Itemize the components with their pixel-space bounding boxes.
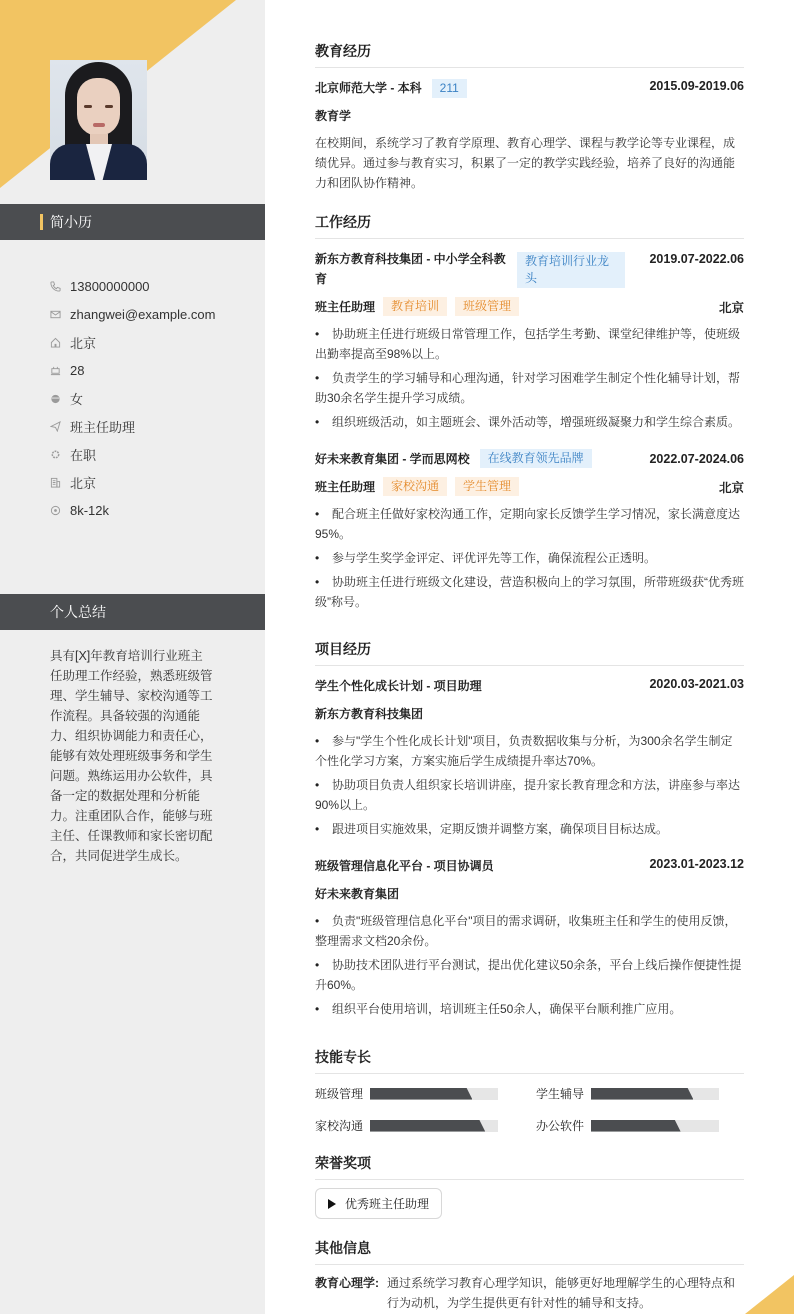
summary-heading — [0, 594, 265, 630]
project-item-header — [315, 857, 744, 874]
project-date: 2020.03-2021.03 — [649, 677, 744, 691]
school-name: 北京师范大学 - 本科 — [315, 81, 422, 95]
other-info-item — [315, 1273, 744, 1313]
other-info-key: 教育心理学: — [315, 1276, 379, 1290]
project-bullets — [315, 731, 744, 843]
project-name: 班级管理信息化平台 - 项目协调员 — [315, 859, 494, 873]
bullet-item: • 协助技术团队进行平台测试，提出优化建议50余条，平台上线后操作便捷性提升60%。 — [315, 955, 744, 995]
name-text: 简小历 — [50, 214, 92, 230]
home-icon — [50, 337, 70, 348]
contact-gender — [50, 384, 260, 412]
skill-item — [536, 1085, 719, 1102]
skill-item — [315, 1117, 498, 1134]
mail-icon — [50, 309, 70, 320]
skill-name: 家校沟通 — [315, 1119, 364, 1133]
role-title: 班主任助理 — [315, 480, 376, 494]
award-item — [315, 1188, 442, 1219]
phone-icon — [50, 281, 70, 292]
bullet-item: • 组织班级活动，如主题班会、课外活动等，增强班级凝聚力和学生综合素质。 — [315, 412, 744, 432]
role-tag: 家校沟通 — [383, 477, 447, 496]
company-name: 好未来教育集团 - 学而思网校 — [315, 452, 470, 466]
section-title-work: 工作经历 — [315, 212, 744, 239]
project-bullets — [315, 911, 744, 1023]
contact-age — [50, 356, 260, 384]
education-description: 在校期间，系统学习了教育学原理、教育心理学、课程与教学论等专业课程，成绩优异。通过参与教育实习，积累了一定的教学实践经验，培养了良好的沟通能力和团队协作精神。 — [315, 136, 736, 190]
bullet-item: • 协助班主任进行班级文化建设，营造积极向上的学习氛围，所带班级获“优秀班级”称号。 — [315, 572, 744, 612]
company-tag: 在线教育领先品牌 — [480, 449, 592, 468]
name-heading — [0, 204, 265, 240]
summary-text: 具有[X]年教育培训行业班主任助理工作经验，熟悉班级管理、学生辅导、家校沟通等工作流程。具备较强的沟通能力、组织协调能力和责任心，能够有效处理班级事务和学生问题。熟练运用办公软件，具备一定的数据处理和分析能力。注重团队合作，能够与班主任、任课教师和家长密切配合，共同促进学生成长。 — [50, 649, 213, 863]
project-org: 新东方教育科技集团 — [315, 707, 424, 721]
skill-name: 班级管理 — [315, 1087, 364, 1101]
bullet-item: • 参与"学生个性化成长计划"项目，负责数据收集与分析，为300余名学生制定个性化学习方案，方案实施后学生成绩提升率达70%。 — [315, 731, 744, 771]
skill-bar — [591, 1120, 719, 1132]
skill-bar-fill — [370, 1088, 472, 1100]
sidebar — [0, 0, 265, 1314]
contact-status — [50, 440, 260, 468]
skill-bar-fill — [591, 1088, 693, 1100]
bullet-item: • 负责"班级管理信息化平台"项目的需求调研，收集班主任和学生的使用反馈，整理需求文档20余份。 — [315, 911, 744, 951]
work-date: 2022.07-2024.06 — [649, 451, 744, 466]
skill-bar-fill — [370, 1120, 485, 1132]
role-title: 班主任助理 — [315, 300, 376, 314]
contact-city — [50, 468, 260, 496]
age-icon — [50, 365, 70, 376]
skill-name: 办公软件 — [536, 1119, 585, 1133]
work-item-header — [315, 249, 744, 289]
bullet-item: • 配合班主任做好家校沟通工作，定期向家长反馈学生学习情况，家长满意度达95%。 — [315, 504, 744, 544]
bullet-item: • 跟进项目实施效果，定期反馈并调整方案，确保项目目标达成。 — [315, 819, 744, 839]
company-tag: 教育培训行业龙头 — [517, 252, 625, 288]
section-title-awards: 荣誉奖项 — [315, 1153, 744, 1180]
section-title-other: 其他信息 — [315, 1238, 744, 1265]
project-name: 学生个性化成长计划 - 项目助理 — [315, 679, 482, 693]
status-icon — [50, 449, 70, 460]
city-icon — [50, 477, 70, 488]
play-icon — [328, 1199, 336, 1209]
salary-icon — [50, 505, 70, 516]
education-date: 2015.09-2019.06 — [649, 79, 744, 93]
work-city: 北京 — [718, 480, 744, 495]
bullet-item: • 组织平台使用培训，培训班主任50余人，确保平台顺利推广应用。 — [315, 999, 744, 1019]
contact-value: 班主任助理 — [70, 419, 136, 435]
role-tag: 教育培训 — [383, 297, 447, 316]
work-item-header — [315, 449, 744, 468]
other-info-value: 通过系统学习教育心理学知识，能够更好地理解学生的心理特点和行为动机，为学生提供更有针对性的辅导和支持。 — [387, 1276, 736, 1310]
school-tag: 211 — [432, 79, 467, 98]
work-date: 2019.07-2022.06 — [649, 252, 744, 266]
bullet-item: • 参与学生奖学金评定、评优评先等工作，确保流程公正透明。 — [315, 548, 744, 568]
work-role-row — [315, 297, 744, 316]
avatar-photo — [50, 60, 147, 180]
contact-email — [50, 300, 260, 328]
contact-value: 女 — [70, 391, 84, 407]
contact-location — [50, 328, 260, 356]
summary-heading-text: 个人总结 — [50, 604, 106, 620]
gender-icon — [50, 393, 70, 404]
project-org: 好未来教育集团 — [315, 887, 400, 901]
contact-value: 北京 — [70, 475, 97, 491]
contact-list — [50, 272, 260, 524]
section-title-projects: 项目经历 — [315, 639, 744, 666]
contact-value: 8k-12k — [70, 502, 110, 518]
accent-bar — [40, 214, 43, 230]
education-item-header — [315, 79, 744, 98]
company-name: 新东方教育科技集团 - 中小学全科教育 — [315, 252, 506, 286]
bullet-item: • 协助项目负责人组织家长培训讲座，提升家长教育理念和方法，讲座参与率达90%以上。 — [315, 775, 744, 815]
project-date: 2023.01-2023.12 — [649, 857, 744, 871]
contact-value: 在职 — [70, 447, 97, 463]
bullet-item: • 协助班主任进行班级日常管理工作，包括学生考勤、课堂纪律维护等，使班级出勤率提高至98%以上。 — [315, 324, 744, 364]
skill-item — [536, 1117, 719, 1134]
work-city: 北京 — [718, 300, 744, 315]
bullet-item: • 负责学生的学习辅导和心理沟通，针对学习困难学生制定个性化辅导计划，帮助30余名学生提升学习成绩。 — [315, 368, 744, 408]
contact-value: 北京 — [70, 335, 97, 351]
skill-name: 学生辅导 — [536, 1087, 585, 1101]
work-bullets — [315, 504, 744, 616]
work-role-row — [315, 477, 744, 496]
section-title-education: 教育经历 — [315, 41, 744, 68]
work-bullets — [315, 324, 744, 436]
skill-bar — [370, 1120, 498, 1132]
award-label: 优秀班主任助理 — [345, 1197, 430, 1211]
contact-position — [50, 412, 260, 440]
skill-item — [315, 1085, 498, 1102]
contact-value: 28 — [70, 362, 85, 378]
skill-bar-fill — [591, 1120, 681, 1132]
role-tag: 学生管理 — [455, 477, 519, 496]
role-tag: 班级管理 — [455, 297, 519, 316]
contact-phone — [50, 272, 260, 300]
contact-value: zhangwei@example.com — [70, 306, 216, 322]
contact-salary — [50, 496, 260, 524]
major: 教育学 — [315, 109, 352, 123]
skill-bar — [591, 1088, 719, 1100]
position-icon — [50, 421, 70, 432]
section-title-skills: 技能专长 — [315, 1047, 744, 1074]
skill-bar — [370, 1088, 498, 1100]
contact-value: 13800000000 — [70, 278, 150, 294]
project-item-header — [315, 677, 744, 694]
decorative-corner — [745, 1275, 794, 1314]
